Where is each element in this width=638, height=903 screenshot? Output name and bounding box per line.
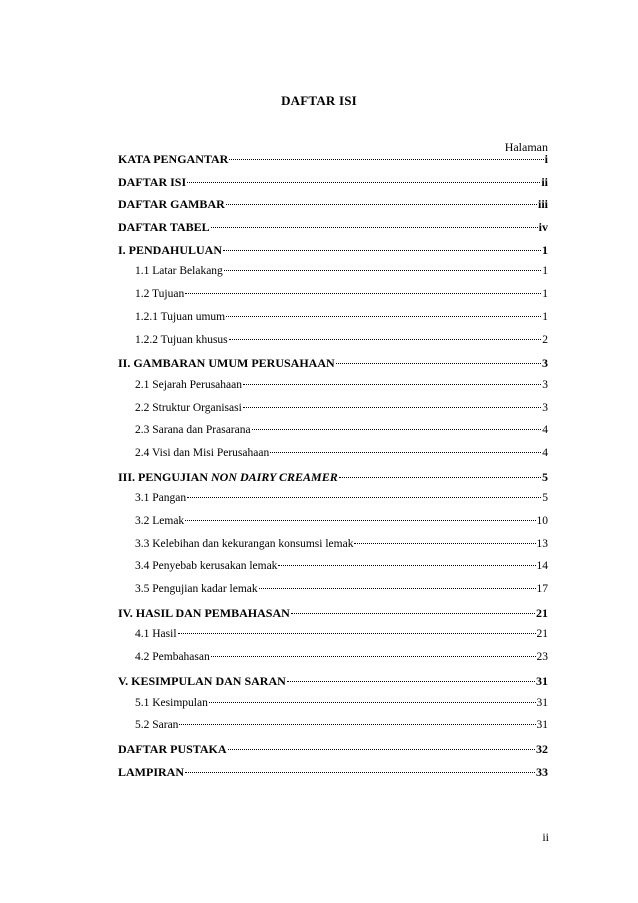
toc-entry-text: 4.2 Pembahasan (135, 651, 210, 664)
toc-entry-label (135, 651, 210, 663)
halaman-label: Halaman (504, 140, 548, 154)
toc-entry-text: 3.3 Kelebihan dan kekurangan konsumsi lemak (135, 537, 354, 550)
toc-entry-page: 31 (536, 696, 548, 709)
toc-entry-page: iv (538, 220, 548, 235)
toc-entry-page: 17 (536, 583, 548, 596)
dot-leader (224, 270, 541, 271)
toc-entry-label (118, 765, 184, 780)
toc-entry-text: DAFTAR PUSTAKA (118, 741, 227, 756)
toc-entry-text: II. GAMBARAN UMUM PERUSAHAAN (118, 356, 335, 371)
toc-entry-text: DAFTAR TABEL (118, 220, 210, 235)
dot-leader (287, 681, 535, 682)
toc-entry-text: DAFTAR ISI (118, 174, 187, 189)
toc-entry-page: 1 (542, 310, 548, 323)
toc-entry-page: iii (537, 197, 548, 212)
toc-entry-text: IV. HASIL DAN PEMBAHASAN (118, 605, 290, 620)
toc-entry-text: 2.3 Sarana dan Prasarana (135, 424, 251, 437)
dot-leader (187, 182, 540, 183)
toc-entry-page: i (544, 152, 548, 166)
toc-entry-text: 2.2 Struktur Organisasi (135, 401, 242, 414)
toc-entry-label (135, 538, 353, 550)
toc-entry (118, 379, 548, 402)
toc-entry-page: 3 (542, 401, 548, 414)
dot-leader (291, 613, 535, 614)
table-of-contents (118, 152, 548, 787)
toc-entry-text: 1.2.1 Tujuan umum (135, 310, 226, 323)
toc-entry-page: 23 (536, 651, 548, 664)
toc-entry (118, 606, 548, 629)
page-number: ii (542, 830, 549, 844)
toc-entry-text: 1.2 Tujuan (135, 288, 185, 301)
toc-entry (118, 334, 548, 357)
toc-entry-page: 33 (536, 764, 548, 779)
toc-entry (118, 697, 548, 720)
toc-entry-italic-text: NON DAIRY CREAMER (211, 469, 338, 484)
toc-entry-text: 3.4 Penyebab kerusakan lemak (135, 560, 278, 573)
dot-leader (185, 520, 535, 521)
toc-entry-text: 4.1 Hasil (135, 628, 177, 641)
toc-entry-label (135, 402, 242, 414)
toc-entry-text: 3.2 Lemak (135, 515, 185, 527)
toc-entry-label (135, 334, 228, 346)
toc-entry-page: 3 (542, 356, 548, 371)
dot-leader (226, 204, 537, 205)
toc-entry-text: I. PENDAHULUAN (118, 242, 223, 257)
toc-entry-page: 13 (536, 537, 548, 550)
toc-entry-label (135, 447, 269, 459)
toc-entry-label (118, 470, 338, 485)
toc-entry-text: 3.1 Pangan (135, 492, 187, 505)
toc-entry-page: 21 (536, 605, 548, 620)
toc-entry (118, 719, 548, 742)
toc-entry-label (118, 674, 286, 689)
toc-entry-text: KATA PENGANTAR (118, 152, 229, 166)
toc-entry (118, 197, 548, 220)
toc-entry-label (135, 719, 178, 731)
toc-entry-label (135, 265, 223, 277)
toc-entry-page: 14 (536, 560, 548, 573)
toc-entry-page: ii (541, 174, 548, 189)
toc-entry-label (135, 492, 186, 504)
toc-entry-label (118, 606, 290, 621)
toc-entry-label (135, 311, 225, 323)
toc-entry-page: 10 (536, 515, 548, 527)
dot-leader (252, 429, 542, 430)
toc-entry-text: 5.2 Saran (135, 719, 179, 732)
toc-entry (118, 742, 548, 765)
dot-leader (185, 772, 535, 773)
toc-entry-page: 4 (542, 446, 548, 459)
toc-entry-text: 2.1 Sejarah Perusahaan (135, 378, 242, 391)
toc-entry-text: DAFTAR GAMBAR (118, 197, 225, 212)
toc-entry-label (118, 175, 186, 190)
dot-leader (187, 497, 541, 498)
toc-entry-text: LAMPIRAN (118, 764, 184, 779)
dot-leader (243, 407, 541, 408)
toc-entry-page: 3 (542, 378, 548, 391)
toc-entry-text: 2.4 Visi dan Misi Perusahaan (135, 446, 270, 459)
toc-entry-label (135, 288, 184, 300)
toc-entry-label (118, 197, 225, 212)
toc-entry-label (118, 356, 335, 371)
toc-entry (118, 402, 548, 425)
toc-entry-label (135, 697, 208, 709)
toc-entry-page: 21 (536, 628, 548, 641)
toc-entry-text: 5.1 Kesimpulan (135, 696, 208, 709)
toc-entry (118, 288, 548, 311)
toc-entry-text: 3.5 Pengujian kadar lemak (135, 583, 258, 596)
toc-entry-label (135, 379, 242, 391)
toc-entry (118, 538, 548, 561)
dot-leader (178, 633, 536, 634)
toc-entry-page: 31 (536, 673, 548, 688)
dot-leader (211, 656, 536, 657)
dot-leader (185, 293, 541, 294)
toc-entry (118, 674, 548, 697)
dot-leader (226, 316, 541, 317)
dot-leader (223, 250, 541, 251)
toc-entry-page: 32 (536, 741, 548, 756)
toc-entry (118, 220, 548, 243)
dot-leader (209, 702, 536, 703)
toc-entry (118, 628, 548, 651)
toc-entry (118, 311, 548, 334)
dot-leader (354, 543, 535, 544)
toc-entry-label (135, 628, 177, 640)
toc-entry (118, 515, 548, 538)
toc-entry-label (118, 152, 228, 167)
dot-leader (179, 724, 535, 725)
toc-entry-text: V. KESIMPULAN DAN SARAN (118, 673, 286, 688)
dot-leader (243, 384, 541, 385)
toc-entry (118, 265, 548, 288)
dot-leader (229, 159, 543, 160)
toc-entry-label (135, 583, 258, 595)
toc-entry-label (118, 220, 210, 235)
toc-entry-label (118, 742, 227, 757)
dot-leader (336, 363, 541, 364)
dot-leader (278, 565, 535, 566)
toc-entry-label (118, 243, 222, 258)
toc-entry-label (135, 424, 251, 436)
toc-entry-text: III. PENGUJIAN (118, 469, 212, 484)
toc-entry (118, 424, 548, 447)
dot-leader (270, 452, 541, 453)
page-title: DAFTAR ISI (281, 93, 357, 108)
dot-leader (228, 749, 535, 750)
dot-leader (339, 477, 541, 478)
toc-entry-label (135, 515, 184, 527)
toc-entry (118, 152, 548, 175)
toc-entry (118, 447, 548, 470)
toc-entry (118, 560, 548, 583)
toc-entry-page: 31 (536, 719, 548, 732)
toc-entry-label (135, 560, 277, 572)
toc-entry (118, 175, 548, 198)
toc-entry-page: 5 (542, 469, 548, 484)
toc-entry-text: 1.1 Latar Belakang (135, 265, 223, 278)
toc-entry (118, 765, 548, 788)
toc-entry (118, 243, 548, 266)
toc-entry-page: 1 (542, 288, 548, 301)
dot-leader (259, 588, 536, 589)
toc-entry-page: 1 (542, 265, 548, 278)
toc-entry-page: 4 (542, 424, 548, 437)
toc-entry-text: 1.2.2 Tujuan khusus (135, 333, 228, 346)
dot-leader (229, 339, 542, 340)
toc-entry (118, 651, 548, 674)
toc-entry-page: 2 (542, 333, 548, 346)
toc-entry (118, 583, 548, 606)
toc-entry-page: 5 (542, 492, 548, 505)
toc-entry (118, 356, 548, 379)
toc-entry (118, 492, 548, 515)
toc-entry-page: 1 (542, 242, 548, 257)
toc-entry (118, 470, 548, 493)
dot-leader (211, 227, 538, 228)
